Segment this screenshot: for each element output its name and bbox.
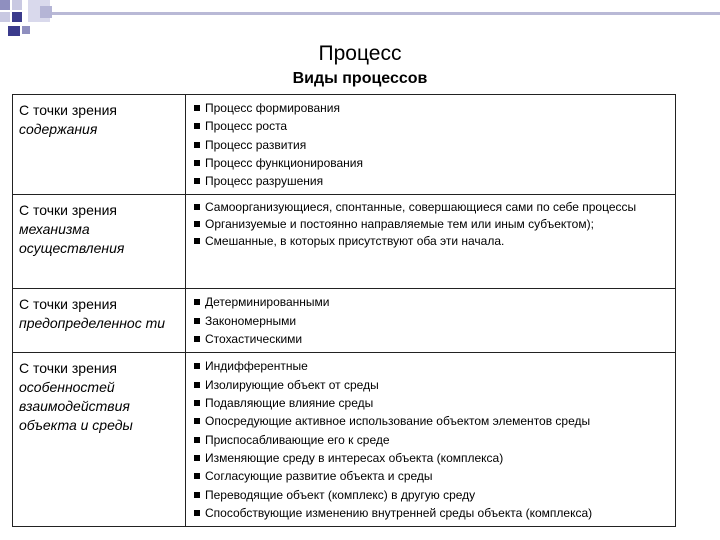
- bullet-square-icon: [194, 318, 200, 324]
- table-row: [13, 95, 676, 195]
- row-label: [13, 95, 186, 195]
- deco-square: [40, 6, 52, 18]
- list-item: Смешанные, в которых присутствуют оба эти начала.: [194, 233, 667, 250]
- row-items: [186, 195, 676, 289]
- list-item: Самоорганизующиеся, спонтанные, совершающиеся сами по себе процессы: [194, 199, 667, 216]
- list-item: Индифферентные: [194, 357, 667, 375]
- bullet-square-icon: [194, 382, 200, 388]
- bullet-square-icon: [194, 238, 200, 244]
- process-types-table: [12, 94, 676, 527]
- label-italic: предопределеннос ти: [19, 315, 166, 332]
- deco-square: [0, 0, 10, 10]
- label-plain: С точки зрения: [19, 202, 117, 219]
- table-row: [13, 353, 676, 527]
- page-title: Процесс: [318, 42, 402, 65]
- bullet-square-icon: [194, 400, 200, 406]
- list-item: Приспосабливающие его к среде: [194, 431, 667, 449]
- list-item: Способствующие изменению внутренней среды объекта (комплекса): [194, 504, 667, 522]
- list-item: Переводящие объект (комплекс) в другую среду: [194, 486, 667, 504]
- bullet-square-icon: [194, 178, 200, 184]
- deco-square: [8, 26, 20, 36]
- label-italic: содержания: [19, 121, 98, 137]
- bullet-square-icon: [194, 299, 200, 305]
- list-item: Подавляющие влияние среды: [194, 394, 667, 412]
- list-item: Процесс разрушения: [194, 172, 667, 190]
- list-item: Опосредующие активное использование объектом элементов среды: [194, 412, 667, 430]
- list-item: Процесс функционирования: [194, 154, 667, 172]
- row-label: [13, 353, 186, 527]
- label-plain: С точки зрения: [19, 102, 117, 118]
- label-italic: механизма осуществления: [19, 221, 125, 257]
- bullet-square-icon: [194, 418, 200, 424]
- bullet-square-icon: [194, 437, 200, 443]
- bullet-square-icon: [194, 473, 200, 479]
- bullet-square-icon: [194, 105, 200, 111]
- list-item: Изменяющие среду в интересах объекта (комплекса): [194, 449, 667, 467]
- row-label: [13, 195, 186, 289]
- list-item: Детерминированными: [194, 293, 667, 311]
- bullet-square-icon: [194, 160, 200, 166]
- label-plain: С точки зрения: [19, 296, 117, 313]
- label-italic: особенностей взаимодействия объекта и среды: [19, 379, 133, 434]
- table-row: [13, 195, 676, 289]
- table-row: [13, 289, 676, 353]
- row-items: [186, 353, 676, 527]
- deco-square: [0, 12, 10, 22]
- bullet-square-icon: [194, 492, 200, 498]
- bullet-square-icon: [194, 204, 200, 210]
- list-item: Процесс роста: [194, 117, 667, 135]
- bullet-square-icon: [194, 363, 200, 369]
- deco-square: [22, 26, 30, 34]
- deco-square: [12, 12, 22, 22]
- list-item: Процесс формирования: [194, 99, 667, 117]
- list-item: Процесс развития: [194, 136, 667, 154]
- page-subtitle: Виды процессов: [292, 70, 428, 87]
- bullet-square-icon: [194, 123, 200, 129]
- bullet-square-icon: [194, 221, 200, 227]
- list-item: Изолирующие объект от среды: [194, 376, 667, 394]
- row-items: [186, 95, 676, 195]
- deco-square: [12, 0, 22, 10]
- bullet-square-icon: [194, 142, 200, 148]
- bullet-square-icon: [194, 455, 200, 461]
- list-item: Организуемые и постоянно направляемые тем или иным субъектом);: [194, 216, 667, 233]
- bullet-square-icon: [194, 336, 200, 342]
- list-item: Стохастическими: [194, 330, 667, 348]
- list-item: Согласующие развитие объекта и среды: [194, 467, 667, 485]
- row-items: [186, 289, 676, 353]
- row-label: [13, 289, 186, 353]
- bullet-square-icon: [194, 510, 200, 516]
- label-plain: С точки зрения: [19, 360, 117, 377]
- deco-line: [52, 12, 720, 15]
- list-item: Закономерными: [194, 312, 667, 330]
